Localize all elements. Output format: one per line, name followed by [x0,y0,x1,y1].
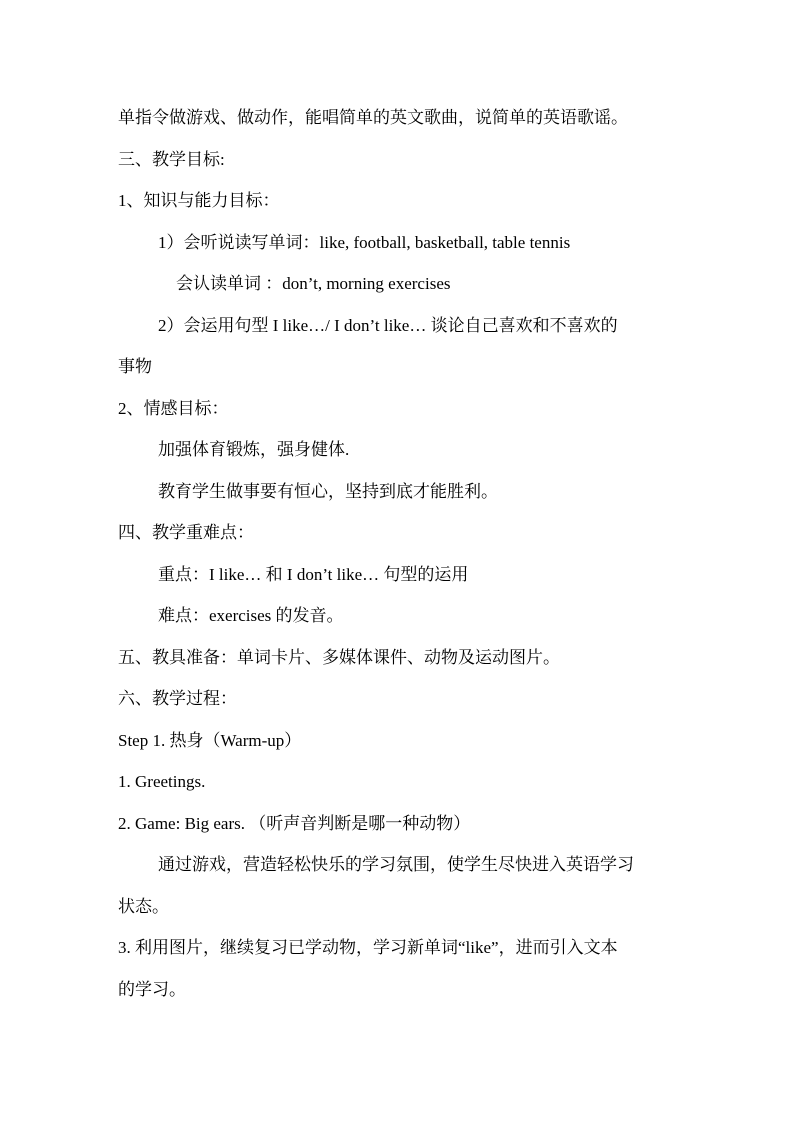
text-line-game: 2. Game: Big ears. （听声音判断是哪一种动物） [118,814,471,833]
text-line-difficult-point: 难点：exercises 的发音。 [158,606,344,625]
text-line-picture-review: 3. 利用图片，继续复习已学动物，学习新单词“like”，进而引入文本 [118,938,618,957]
heading-teaching-objectives: 三、教学目标: [118,150,225,169]
text-line-things: 事物 [118,357,152,376]
step-1-warm-up: Step 1. 热身（Warm-up） [118,731,302,750]
text-line-key-point: 重点：I like… 和 I don’t like… 句型的运用 [158,565,469,584]
text-line-game-purpose: 通过游戏，营造轻松快乐的学习氛围，使学生尽快进入英语学习 [158,855,634,874]
text-line-recognition: 会认读单词 ：don’t, morning exercises [176,274,451,293]
heading-teaching-process: 六、教学过程： [118,689,237,708]
subheading-emotional-goals: 2、情感目标： [118,399,229,418]
text-line-sentence-pattern: 2）会运用句型 I like…/ I don’t like… 谈论自己喜欢和不喜欢的 [158,316,618,335]
text-line-perseverance: 教育学生做事要有恒心，坚持到底才能胜利。 [158,482,498,501]
subheading-knowledge-ability: 1、知识与能力目标： [118,191,280,210]
text-line-vocabulary: 1）会听说读写单词：like, football, basketball, table tennis [158,233,571,252]
text-line-1: 单指令做游戏、做动作，能唱简单的英文歌曲，说简单的英语歌谣。 [118,108,628,127]
text-line-learning: 的学习。 [118,980,186,999]
text-line-state: 状态。 [118,897,169,916]
text-line-greetings: 1. Greetings. [118,772,206,791]
heading-key-points: 四、教学重难点： [118,523,254,542]
text-line-exercise: 加强体育锻炼，强身健体. [158,440,350,459]
heading-teaching-aids: 五、教具准备：单词卡片、多媒体课件、动物及运动图片。 [118,648,560,667]
